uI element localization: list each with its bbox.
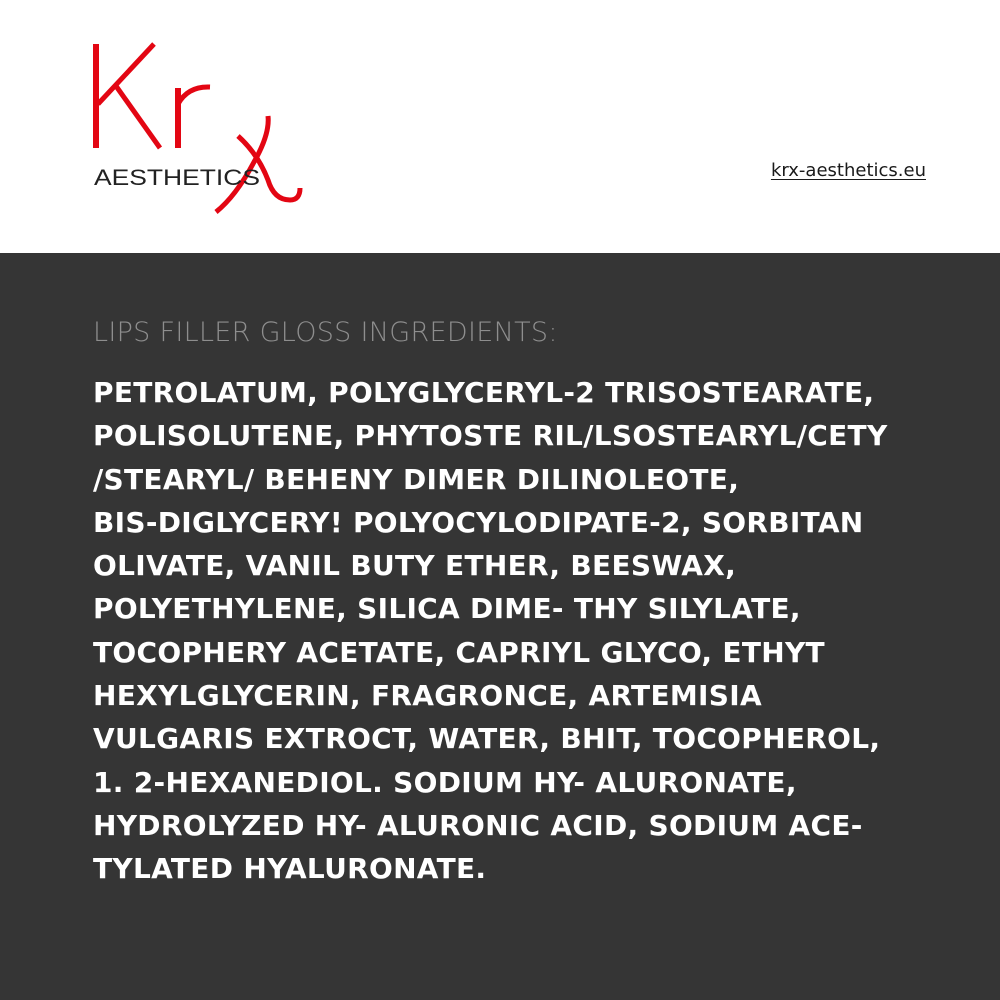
- ingredients-panel: [0, 253, 1000, 1000]
- ingredients-line: /STEARYL/ BEHENY DIMER DILINOLEOTE,: [93, 462, 740, 496]
- header: [0, 0, 1000, 253]
- ingredients-line: TOCOPHERY ACETATE, CAPRIYL GLYCO, ETHYT: [93, 635, 825, 669]
- ingredients-line: VULGARIS EXTROCT, WATER, BHIT, TOCOPHEROL,: [93, 722, 881, 756]
- ingredients-heading: LIPS FILLER GLOSS INGREDIENTS:: [93, 317, 558, 348]
- website-link[interactable]: krx-aesthetics.eu: [770, 160, 926, 181]
- ingredients-line: HYDROLYZED HY- ALURONIC ACID, SODIUM ACE-: [93, 808, 863, 842]
- ingredients-line: POLYETHYLENE, SILICA DIME- THY SILYLATE,: [93, 592, 801, 626]
- logo-subtitle: AESTHETICS: [94, 165, 260, 190]
- ingredients-line: HEXYLGLYCERIN, FRAGRONCE, ARTEMISIA: [93, 679, 762, 713]
- ingredients-line: POLISOLUTENE, PHYTOSTE RIL/LSOSTEARYL/CETY: [93, 419, 888, 453]
- ingredients-line: PETROLATUM, POLYGLYCERYL-2 TRISOSTEARATE,: [93, 376, 875, 409]
- ingredients-line: 1. 2-HEXANEDIOL. SODIUM HY- ALURONATE,: [93, 765, 797, 799]
- ingredients-list: [93, 371, 913, 891]
- ingredients-line: BIS-DIGLYCERY! POLYOCYLODIPATE-2, SORBITAN: [93, 505, 864, 539]
- ingredients-line: OLIVATE, VANIL BUTY ETHER, BEESWAX,: [93, 549, 737, 583]
- ingredients-line: TYLATED HYALURONATE.: [93, 852, 487, 886]
- brand-logo: [88, 38, 303, 220]
